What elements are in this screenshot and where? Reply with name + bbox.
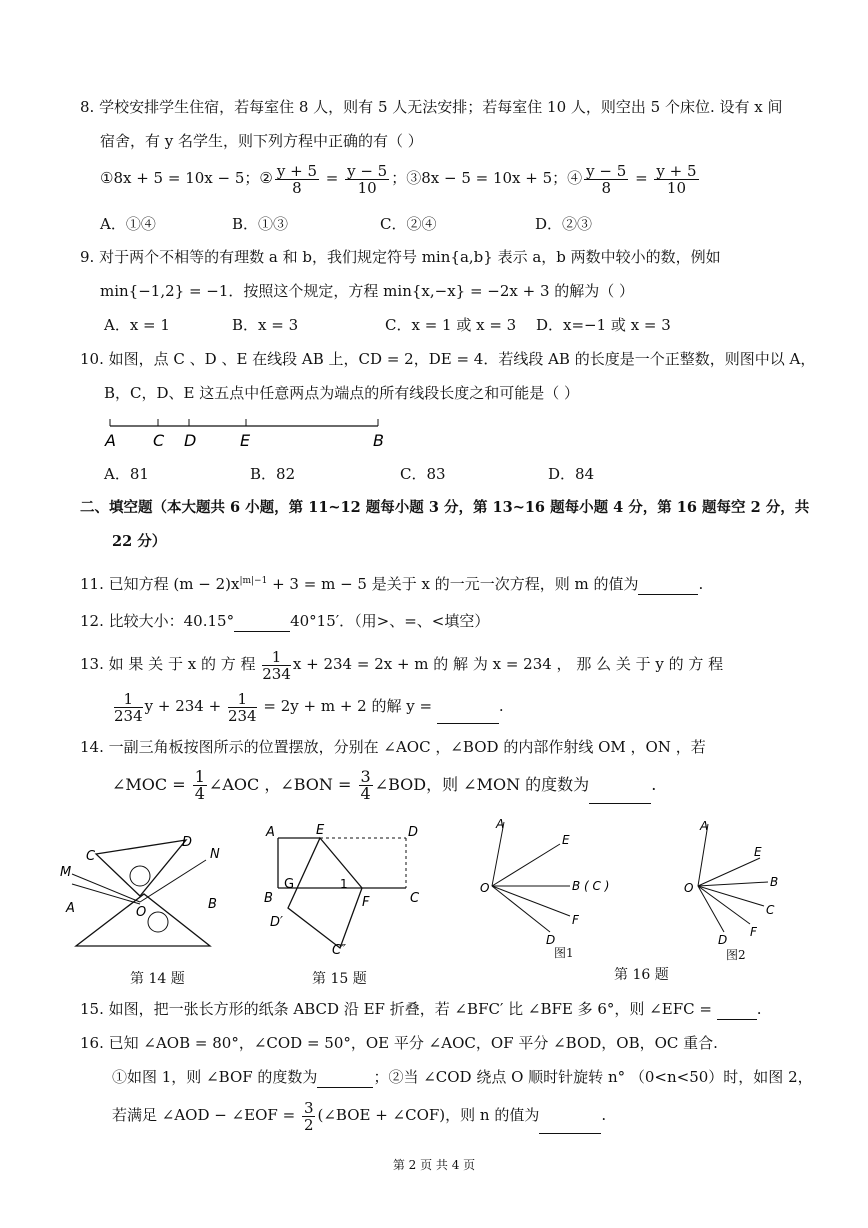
fig15-label-c: C [410,891,420,906]
q16-line2: ①如图 1，则 ∠BOF 的度数为 ；②当 ∠COD 绕点 O 顺时针旋转 n° （0<n<50）时，如图 2， [112,1068,813,1086]
q8-frac-4: $\frac{y + 5}{10}$ [656,161,697,197]
fig14-triangles [58,830,238,958]
point-label-c: C [153,431,165,450]
q8-option-c[interactable]: C．②④ [380,215,437,233]
fig15-label-f: F [362,895,370,910]
fig15-label-g: G [284,877,295,892]
q9-option-a[interactable]: A．x = 1 [104,316,170,334]
fig16a-ray-of [492,886,570,916]
fig15-fold [258,822,430,958]
q10-line1 [80,348,815,370]
fig14-label-d: D [182,835,193,850]
fig14-label-m: M [60,865,72,880]
q13-line2: $\frac{1}{234}$ y + 234 + $\frac{1}{234}$ = 2y + m + 2 的解 y = . [114,689,504,725]
fig16a-ray-od [492,886,550,932]
q9-option-c[interactable]: C．x = 1 或 x = 3 [385,316,517,334]
q10-option-b[interactable]: B．82 [250,465,296,483]
fig14-label-b: B [208,897,217,912]
q12-answer-blank[interactable] [234,613,290,632]
fig16b-label-a: A [700,819,709,833]
fig16-caption-1: 图1 [554,946,574,960]
q9-number: 9. [80,248,95,266]
fig16b-label-c: C [766,903,775,917]
q14-line1: 14. 一副三角板按图所示的位置摆放，分别在 ∠AOC ，∠BOD 的内部作射线 OM ，ON ，若 [80,738,706,756]
fig16b-ray-oe [698,858,760,886]
point-label-a: A [105,431,116,450]
q8-line1 [80,96,783,118]
q9-line1 [80,246,721,268]
fig14-triangle-small [96,840,186,896]
q8-number: 8. [80,98,95,116]
q8-equations: ①8x + 5 = 10x − 5；② $\frac{y + 5}{8}$ = $\frac{y - 5}{10}$ ；③8x − 5 = 10x + 5；④ $\frac{y - 5}{8}$ = $\frac{y + 5}{10}$ [100,161,697,197]
q8-option-a[interactable]: A．①④ [100,215,156,233]
q9-stem: 对于两个不相等的有理数 a 和 b，我们规定符号 min{a,b} 表示 a，b 两数中较小的数，例如 [99,248,721,266]
q8-stem: 学校安排学生住宿，若每室住 8 人，则有 5 人无法安排；若每室住 10 人，则空出 5 个床位. 设有 x 间 [99,98,783,116]
q8-eq-2: ；③8x − 5 = 10x + 5；④ [391,169,583,187]
q10-option-a[interactable]: A．81 [104,465,149,483]
q13-answer-blank[interactable] [437,705,499,724]
fig16-figure-1 [478,812,618,952]
fig15-label-b: B [264,891,273,906]
fig14-triangle-large [76,894,210,946]
q8-frac-1: $\frac{y + 5}{8}$ [276,161,317,197]
q10-number: 10. [80,350,104,368]
fig15-caption: 第 15 题 [312,971,367,987]
fig16a-ray-oe [492,844,560,886]
point-label-d: D [184,431,197,450]
fig16a-label-d: D [546,933,556,947]
fig14-label-o: O [136,905,147,920]
q12: 12. 比较大小：40.15° 40°15′．（用>、=、<填空） [80,612,490,630]
fig16b-label-b: B [770,875,779,889]
fig14-label-c: C [86,849,96,864]
fig14-caption: 第 14 题 [130,971,185,987]
q9-option-b[interactable]: B．x = 3 [232,316,299,334]
fig14-label-a: A [66,901,75,916]
fig16a-label-a: A [496,817,505,831]
fig14-circle-upper [130,866,150,886]
fig15-label-a: A [266,825,275,840]
q9-option-d[interactable]: D．x=−1 或 x = 3 [536,316,671,334]
fig16b-label-f: F [750,925,757,939]
fig15-label-e: E [316,823,325,838]
q9-line2: min{−1,2} = −1．按照这个规定，方程 min{x,−x} = −2x + 3 的解为（ ） [100,282,635,300]
fig16b-ray-ob [698,882,768,886]
fig14-label-n: N [210,847,220,862]
q8-option-d[interactable]: D．②③ [535,215,593,233]
fig15-label-angle-1: 1 [340,877,348,891]
q16-line3: 若满足 ∠AOD − ∠EOF = $\frac{3}{2}$ (∠BOE + ∠COF)，则 n 的值为 . [112,1098,607,1134]
fig16b-ray-oa [698,824,708,886]
q8-frac-3: $\frac{y - 5}{8}$ [586,161,627,197]
fig15-label-c-double-prime: C″ [332,943,346,958]
q15: 15. 如图，把一张长方形的纸条 ABCD 沿 EF 折叠，若 ∠BFC′ 比 ∠BFE 多 6°，则 ∠EFC = . [80,1000,762,1018]
q14-line2: ∠MOC = $\frac{1}{4}$ ∠AOC ，∠BON = $\frac{3}{4}$ ∠BOD，则 ∠MON 的度数为 . [112,767,657,803]
fig16a-label-f: F [572,913,579,927]
q14-answer-blank[interactable] [589,785,651,804]
fig16-caption-2: 图2 [726,948,746,962]
q10-option-d[interactable]: D．84 [548,465,595,483]
q15-answer-blank[interactable] [717,1001,757,1020]
fig16a-label-o: O [480,881,490,895]
fig16-caption: 第 16 题 [614,967,669,983]
q8-eq-1: ①8x + 5 = 10x − 5；② [100,169,273,187]
fig15-label-d-prime: D′ [270,915,283,930]
q8-option-b[interactable]: B．①③ [232,215,289,233]
q10-line2: B，C，D、E 这五点中任意两点为端点的所有线段长度之和可能是（ ） [104,384,580,402]
fig16b-ray-of [698,886,750,924]
fig16b-label-d: D [718,933,728,947]
page-footer: 第 2 页 共 4 页 [392,1158,476,1172]
fig14-ray-on [140,860,206,902]
fig14-circle-lower [148,912,168,932]
fig16a-label-e: E [562,833,570,847]
q16-line1: 16. 已知 ∠AOB = 80°，∠COD = 50°，OE 平分 ∠AOC，OF 平分 ∠BOD，OB，OC 重合. [80,1034,718,1052]
q16-answer-blank-2[interactable] [539,1115,601,1134]
fig16b-label-o: O [684,881,694,895]
q8-line2: 宿舍，有 y 名学生，则下列方程中正确的有（ ） [100,132,423,150]
q11-answer-blank[interactable] [638,576,698,595]
q13-line1: 13. 如 果 关 于 x 的 方 程 $\frac{1}{234}$ x + 234 = 2x + m 的 解 为 x = 234 ， 那 么 关 于 y 的 方 程 [80,647,724,683]
fig16-figure-2 [680,812,790,952]
fig16a-ray-oa [492,822,504,886]
q16-answer-blank-1[interactable] [317,1069,373,1088]
section-2-heading: 二、填空题（本大题共 6 小题，第 11~12 题每小题 3 分，第 13~16 题每小题 4 分，第 16 题每空 2 分，共 [80,499,810,516]
q11: 11. 已知方程 $(m - 2)x^{|m|-1} + 3 = m - 5$ 是关于 x 的一元一次方程，则 m 的值为 . [80,575,704,593]
q8-frac-2: $\frac{y - 5}{10}$ [347,161,388,197]
point-label-b: B [373,431,384,450]
q10-segment-figure [100,412,400,452]
q10-stem: 如图，点 C 、D 、E 在线段 AB 上，CD = 2，DE = 4．若线段 AB 的长度是一个正整数，则图中以 A， [108,350,816,368]
fig16a-label-bc: B ( C ) [572,879,610,893]
fig15-folded-part [288,838,362,948]
fig16b-label-e: E [754,845,762,859]
section-2-heading-cont: 22 分） [112,533,167,550]
point-label-e: E [240,431,251,450]
fig15-label-d: D [408,825,419,840]
q10-option-c[interactable]: C．83 [400,465,446,483]
